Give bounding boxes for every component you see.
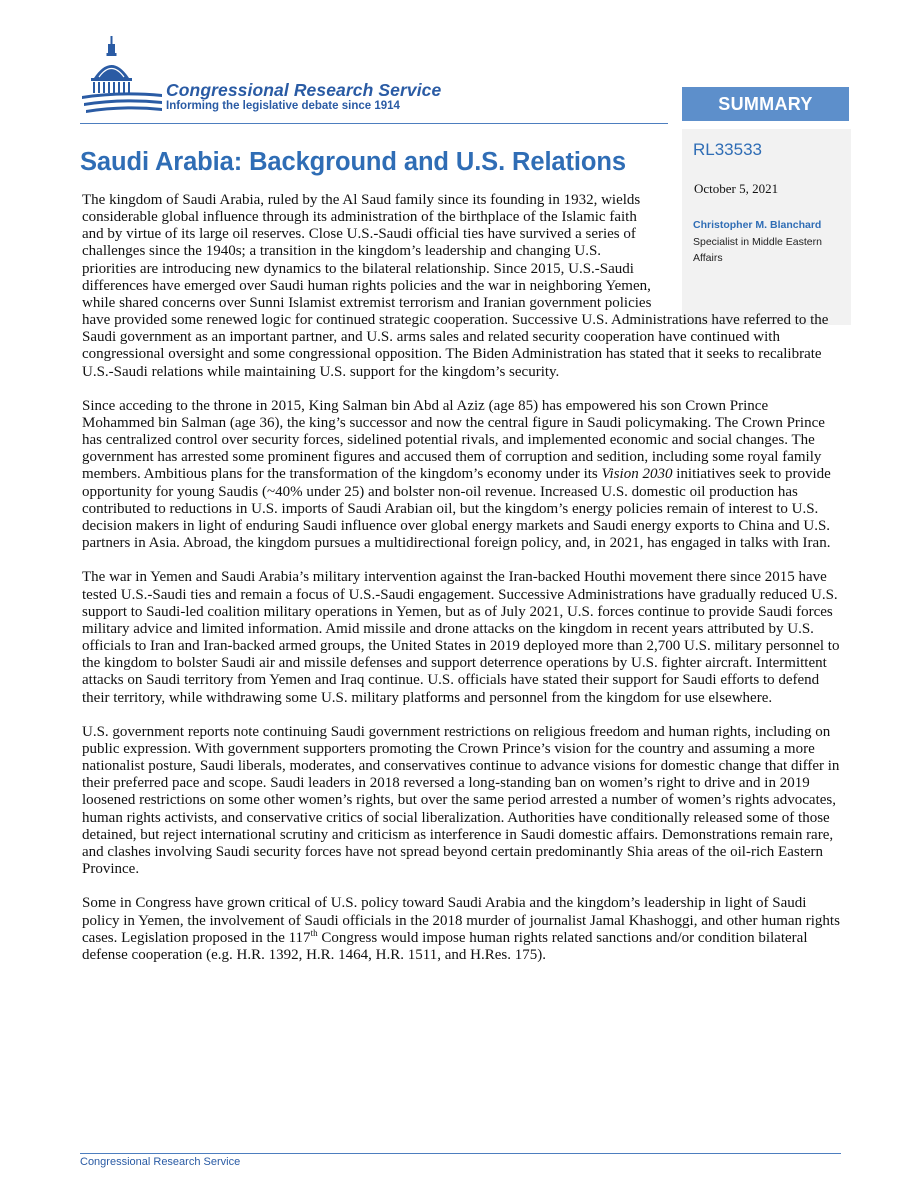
paragraph-congress xyxy=(82,895,842,964)
author-name: Christopher M. Blanchard xyxy=(693,219,822,231)
summary-label: SUMMARY xyxy=(682,87,849,121)
paragraph-leadership-text-end: initiatives seek to provide opportunity for young Saudis (~40% under 25) and bolster non-oil revenue. Increased U.S. domestic oil production has contributed to reductions in U.S. imports of Saudi Arabian oil, but the kingdom’s energy policies remain of interest to U.S. decision makers in light of enduring Saudi influence over global energy markets and Saudi energy exports to China and U.S. partners in Asia. Abroad, the kingdom pursues a multidirectional foreign policy, and, in 2021, has engaged in talks with Iran. xyxy=(82,466,831,552)
paragraph-congress-text-end: Congress would impose human rights related sanctions and/or condition bilateral defense cooperation (e.g. H.R. 1392, H.R. 1464, H.R. 1511, and H.Res. 175). xyxy=(82,929,808,963)
header-divider xyxy=(80,123,668,124)
author-title: Specialist in Middle Eastern Affairs xyxy=(693,236,822,264)
report-date: October 5, 2021 xyxy=(694,181,779,196)
page-footer: Congressional Research Service xyxy=(80,1156,241,1168)
paragraph-leadership-text: Since acceding to the throne in 2015, King Salman bin Abd al Aziz (age 85) has empowered his son Crown Prince Mohammed bin Salman (age 36), the king’s successor and now the central figure in Saudi policymaking. The Crown Prince has centralized control over security forces, sidelined potential rivals, and implemented economic and social changes. The government has arrested some prominent figures and accused them of corruption and sedition, including some royal family members. Ambitious plans for the transformation of the kingdom’s economy under its xyxy=(82,397,825,483)
capitol-dome-icon xyxy=(80,34,164,118)
summary-body xyxy=(82,192,842,981)
vision-2030-term: Vision 2030 xyxy=(601,466,673,483)
paragraph-human-rights: U.S. government reports note continuing Saudi government restrictions on religious freedom and human rights, including on public expression. With government supporters promoting the Crown Prince’s vision for the country and assuming a more nationalist posture, Saudi liberals, moderates, and conservatives continue to advance visions for domestic change that differ in their preferred pace and scope. Saudi leaders in 2018 reversed a long-standing ban on women’s right to drive and in 2019 loosened restrictions on some other women’s rights, but over the same period arrested a number of women’s rights advocates, human rights activists, and conservative critics of social liberalization. Authorities have conditionally released some of those detained, but reject international scrutiny and criticism as interference in Saudi domestic affairs. Demonstrations remain rare, and clashes involving Saudi security forces have not spread beyond certain predominantly Shia areas of the oil-rich Eastern Province. xyxy=(82,723,840,878)
sidebar-text-wrap-spacer xyxy=(658,192,842,310)
paragraph-congress-text: Some in Congress have grown critical of U.S. policy toward Saudi Arabia and the kingdom’s leadership in light of Saudi policy in Yemen, the involvement of Saudi officials in the 2018 murder of journalist Jamal Khashoggi, and other human rights cases. Legislation proposed in the 117 xyxy=(82,895,840,946)
ordinal-superscript: th xyxy=(310,927,318,938)
footer-divider xyxy=(80,1153,841,1154)
report-number: RL33533 xyxy=(693,140,763,159)
org-tagline: Informing the legislative debate since 1914 xyxy=(166,100,400,112)
paragraph-overview: The kingdom of Saudi Arabia, ruled by the Al Saud family since its founding in 1932, wields considerable global influence through its administration of the birthplace of the Islamic faith and by virtue of its large oil reserves. Close U.S.-Saudi official ties have survived a series of challenges since the 1940s; a transition in the kingdom’s leadership and changing U.S. priorities are introducing new dynamics to the bilateral relationship. Since 2015, U.S.-Saudi differences have emerged over Saudi human rights policies and the war in neighboring Yemen, while shared concerns over Sunni Islamist extremist terrorism and Iranian government policies have provided some renewed logic for continued strategic cooperation. Successive U.S. Administrations have referred to the Saudi government as an important partner, and U.S. arms sales and related security cooperation have continued with congressional oversight and some congressional opposition. The Biden Administration has stated that it seeks to recalibrate U.S.-Saudi relations while maintaining U.S. support for the kingdom’s security. xyxy=(82,192,829,380)
page-title: Saudi Arabia: Background and U.S. Relations xyxy=(80,148,626,176)
paragraph-leadership xyxy=(82,398,842,552)
crs-logo xyxy=(80,34,480,118)
org-name: Congressional Research Service xyxy=(166,80,442,100)
paragraph-yemen: The war in Yemen and Saudi Arabia’s military intervention against the Iran-backed Houthi movement there since 2015 have tested U.S.-Saudi ties and remain a focus of U.S.-Saudi engagement. Successive Administrations have gradually reduced U.S. support to Saudi-led coalition military operations in Yemen, but as of July 2021, U.S. forces continue to provide Saudi forces military advice and limited information. Amid missile and drone attacks on the kingdom in recent years attributed by U.S. officials to Iran and Iran-backed armed groups, the United States in 2019 deployed more than 2,700 U.S. military personnel to the kingdom to bolster Saudi air and missile defenses and support deterrence operations by U.S. fighter aircraft. Intermittent attacks on Saudi territory from Yemen and Iraq continue. U.S. officials have stated their support for Saudi efforts to defend their territory, while withdrawing some U.S. military platforms and personnel from the kingdom for use elsewhere. xyxy=(82,569,840,706)
